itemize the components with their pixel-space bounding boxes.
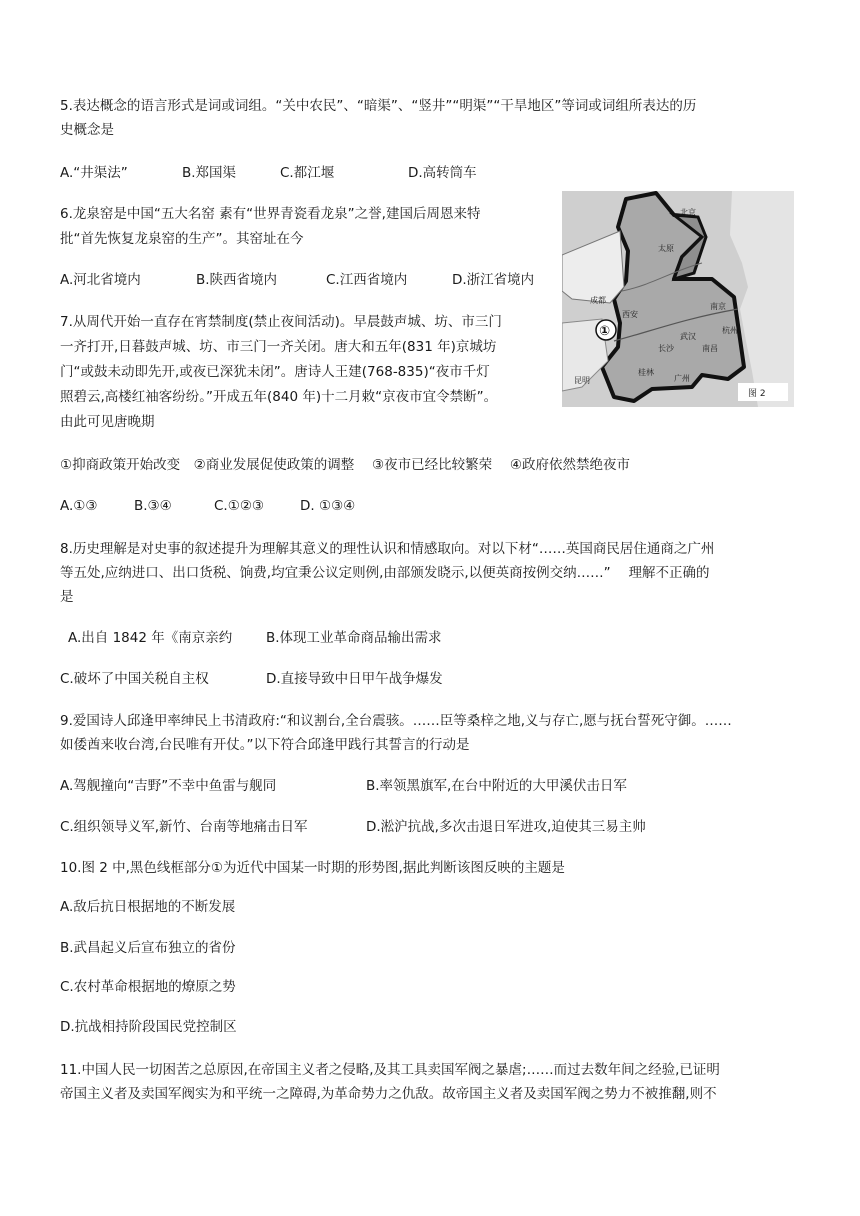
q9-option-b: B.率领黑旗军,在台中附近的大甲溪伏击日军 — [366, 778, 627, 794]
q8-line3: 是 — [60, 589, 74, 605]
q5-option-c: C.都江堰 — [280, 165, 335, 181]
q10-option-c: C.农村革命根据地的燎原之势 — [60, 979, 236, 995]
q8-line1: 8.历史理解是对史事的叙述提升为理解其意义的理性认识和情感取向。对以下材“……英国商民居住通商之广州 — [60, 541, 715, 557]
q7-option-b: B.③④ — [134, 498, 172, 514]
city-label-guangzhou: 广州 — [674, 374, 690, 383]
q10-option-a: A.敌后抗日根据地的不断发展 — [60, 899, 236, 915]
map-caption: 图 2 — [748, 389, 766, 399]
q6-option-a: A.河北省境内 — [60, 272, 141, 288]
city-label-guilin: 桂林 — [638, 368, 654, 377]
q6-option-d: D.浙江省境内 — [452, 272, 535, 288]
q5-option-d: D.高转筒车 — [408, 165, 477, 181]
q8-options-row2 — [60, 667, 443, 691]
china-situation-map — [562, 191, 794, 407]
q7-option-d: D. ①③④ — [300, 498, 356, 514]
q6-line2: 批“首先恢复龙泉窑的生产”。其窑址在今 — [60, 231, 304, 247]
q8-option-d: D.直接导致中日甲午战争爆发 — [266, 671, 443, 687]
city-label-hangzhou: 杭州 — [722, 326, 738, 335]
q9-option-c: C.组织领导义军,新竹、台南等地痛击日军 — [60, 819, 308, 835]
map-drawing — [562, 191, 794, 407]
q7-line5: 由此可见唐晚期 — [60, 414, 155, 430]
q10-option-b: B.武昌起义后宣布独立的省份 — [60, 940, 236, 956]
region-marker-label: ① — [599, 324, 611, 339]
q5-option-b: B.郑国渠 — [182, 165, 237, 181]
q8-line2: 等五处,应纳进口、出口货税、饷费,均宜秉公议定则例,由部颁发晓示,以便英商按例交纳……” 理解不正确的 — [60, 565, 710, 581]
q7-option-c: C.①②③ — [214, 498, 265, 514]
q5-options — [60, 161, 477, 185]
city-label-wuhan: 武汉 — [680, 332, 696, 341]
q5-option-a: A.“井渠法” — [60, 165, 128, 181]
city-label-changsha: 长沙 — [658, 344, 674, 353]
q5-line1: 5.表达概念的语言形式是词或词组。“关中农民”、“暗渠”、“竖井”“明渠”“干旱地区”等词或词组所表达的历 — [60, 98, 697, 114]
city-label-nanjing: 南京 — [710, 302, 726, 311]
q6-option-b: B.陕西省境内 — [196, 272, 278, 288]
q7-option-a: A.①③ — [60, 498, 98, 514]
q7-line3: 门“或鼓未动即先开,或夜已深犹未闭”。唐诗人王建(768-835)“夜市千灯 — [60, 364, 490, 380]
q7-line4: 照碧云,高楼红袖客纷纷。”开成五年(840 年)十二月敕“京夜市宜令禁断”。 — [60, 389, 498, 405]
q7-line2: 一齐打开,日暮鼓声城、坊、市三门一齐关闭。唐大和五年(831 年)京城坊 — [60, 339, 497, 355]
q10-option-d: D.抗战相持阶段国民党控制区 — [60, 1019, 237, 1035]
q9-option-d: D.淞沪抗战,多次击退日军进攻,迫使其三易主帅 — [366, 819, 646, 835]
q7-options — [60, 494, 355, 518]
q9-options-row2 — [60, 815, 646, 839]
q7-statements: ①抑商政策开始改变 ②商业发展促使政策的调整 ③夜市已经比较繁荣 ④政府依然禁绝夜市 — [60, 457, 630, 473]
city-label-nanchang: 南昌 — [702, 344, 718, 353]
city-label-beijing: 北京 — [680, 208, 696, 217]
q8-option-b: B.体现工业革命商品输出需求 — [266, 630, 442, 646]
q9-option-a: A.驾舰撞向“吉野”不幸中鱼雷与舰同 — [60, 778, 277, 794]
q6-line1: 6.龙泉窑是中国“五大名窑 素有“世界青瓷看龙泉”之誉,建国后周恩来特 — [60, 206, 481, 222]
city-label-chengdu: 成都 — [590, 296, 606, 305]
q8-options-row1 — [68, 626, 442, 650]
city-label-taiyuan: 太原 — [658, 244, 674, 253]
q11-line1: 11.中国人民一切困苦之总原因,在帝国主义者之侵略,及其工具卖国军阀之暴虐;……而过去数年间之经验,已证明 — [60, 1062, 720, 1078]
q8-option-a: A.出自 1842 年《南京亲约 — [68, 630, 233, 646]
q9-line1: 9.爱国诗人邱逢甲率绅民上书清政府:“和议割台,全台震骇。……臣等桑梓之地,义与存亡,愿与抚台誓死守御。…… — [60, 713, 732, 729]
city-label-xian: 西安 — [622, 310, 638, 319]
q6-options — [60, 268, 534, 292]
q9-options-row1 — [60, 774, 627, 798]
q9-line2: 如倭酋来收台湾,台民唯有开仗。”以下符合邱逢甲践行其誓言的行动是 — [60, 737, 470, 753]
q10-line1: 10.图 2 中,黑色线框部分①为近代中国某一时期的形势图,据此判断该图反映的主题是 — [60, 860, 565, 876]
q11-line2: 帝国主义者及卖国军阀实为和平统一之障碍,为革命势力之仇敌。故帝国主义者及卖国军阀之势力不被推翻,则不 — [60, 1086, 717, 1102]
q8-option-c: C.破坏了中国关税自主权 — [60, 671, 209, 687]
q5-line2: 史概念是 — [60, 122, 114, 138]
city-label-kunming: 昆明 — [574, 376, 590, 385]
q6-option-c: C.江西省境内 — [326, 272, 408, 288]
q7-line1: 7.从周代开始一直存在宵禁制度(禁止夜间活动)。早晨鼓声城、坊、市三门 — [60, 314, 502, 330]
